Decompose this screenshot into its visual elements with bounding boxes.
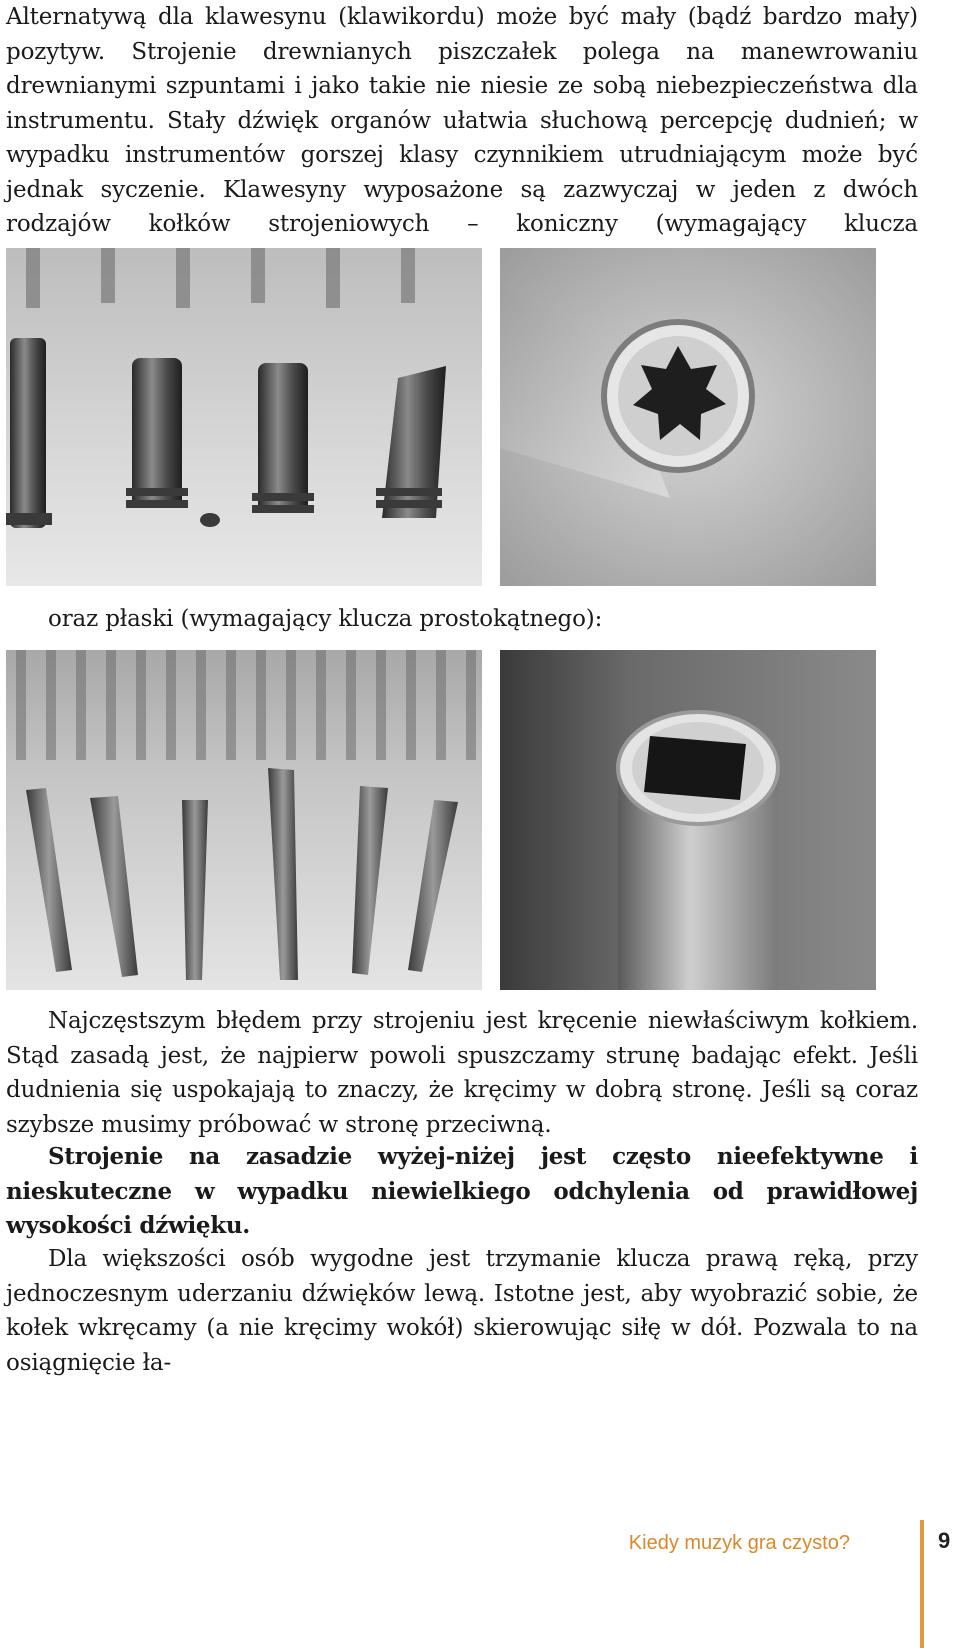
paragraph-flat: oraz płaski (wymagający klucza prostokątnego): (48, 606, 603, 632)
paragraph-common-mistake: Najczęstszym błędem przy strojeniu jest kręcenie niewłaściwym kołkiem. Stąd zasadą jest, że najpierw powoli spuszczamy strunę badając efekt. Jeśli dudnienia się uspokajają to znaczy, że kręcimy w dobrą stronę. Jeśli są coraz szybsze musimy próbować w stronę przeciwną. (6, 1008, 918, 1138)
flat-pins-photo (6, 650, 482, 990)
star-key-photo (500, 248, 876, 586)
paragraph-intro: Alternatywą dla klawesynu (klawikordu) może być mały (bądź bardzo mały) pozytyw. Strojenie drewnianych piszczałek polega na manewrowaniu drewnianymi szpuntami i jako takie nie niesie ze sobą niebezpieczeństwa dla instrumentu. Stały dźwięk organów ułatwia słuchową percepcję dudnień; w wypadku instrumentów gorszej klasy czynnikiem utrudniającym może być jednak syczenie. Klawesyny wyposażone są zazwyczaj w jeden z dwóch rodzajów kołków strojeniowych – koniczny (wymagający klucza (6, 4, 918, 237)
rect-key-photo (500, 650, 876, 990)
paragraph-key-handling: Dla większości osób wygodne jest trzymanie klucza prawą ręką, przy jednoczesnym uderzaniu dźwięków lewą. Istotne jest, aby wyobrazić sobie, że kołek wkręcamy (a nie kręcimy wokół) skierowując siłę w dół. Pozwala to na osiągnięcie ła- (6, 1246, 918, 1376)
page-number: 9 (938, 1528, 951, 1553)
footer-accent-rule (920, 1520, 924, 1648)
conical-pins-photo (6, 248, 482, 586)
paragraph-bold-note: Strojenie na zasadzie wyżej-niżej jest często nieefektywne i nieskuteczne w wypadku niewielkiego odchylenia od prawidłowej wysokości dźwięku. (6, 1143, 918, 1239)
running-title: Kiedy muzyk gra czysto? (628, 1532, 850, 1554)
